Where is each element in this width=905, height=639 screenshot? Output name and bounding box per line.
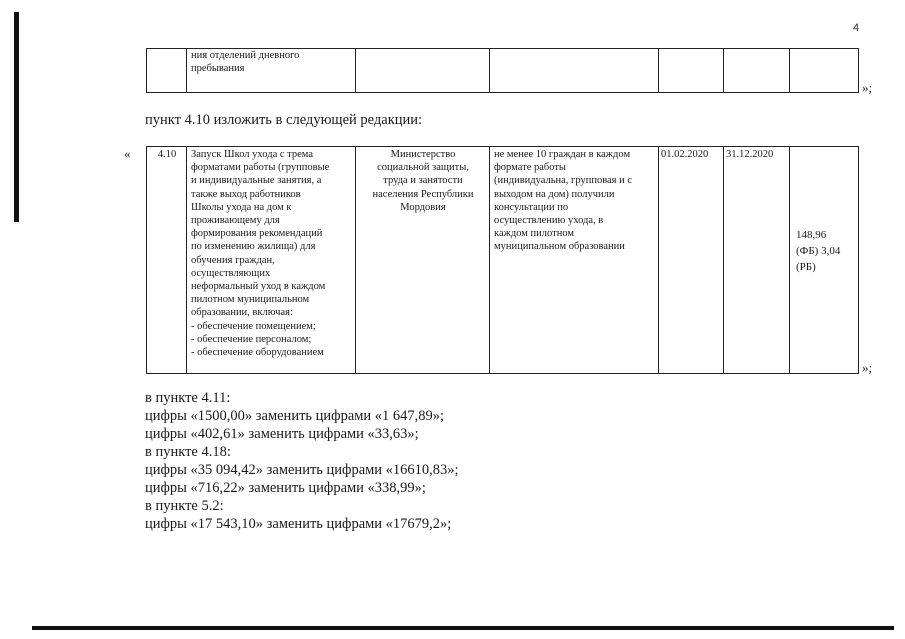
main-table xyxy=(146,146,859,374)
budget-values xyxy=(796,148,855,275)
scan-edge-left xyxy=(14,12,19,222)
cell-budget xyxy=(790,147,859,374)
cell-executor xyxy=(356,147,490,374)
cell-event xyxy=(187,147,356,374)
top-event-line: ния отделений дневного xyxy=(191,50,300,61)
event-line: неформальный уход в каждом xyxy=(191,281,326,293)
result-line: осуществлению ухода, в xyxy=(494,215,604,227)
amendment-line: цифры «402,61» заменить цифрами «33,63»; xyxy=(145,426,419,442)
cell-result xyxy=(490,147,659,374)
event-line: формирования рекомендаций xyxy=(191,228,323,240)
scan-edge-bottom xyxy=(32,626,894,630)
cell-start-date: 01.02.2020 xyxy=(659,147,724,374)
top-cell-end xyxy=(724,49,790,93)
top-cell-event xyxy=(187,49,356,93)
event-line: обучения граждан, xyxy=(191,254,275,266)
event-line: Запуск Школ ухода с трема xyxy=(191,149,313,160)
top-cell-result xyxy=(490,49,659,93)
amendment-line: цифры «17 543,10» заменить цифрами «17679,2»; xyxy=(145,516,452,532)
top-cell-budget xyxy=(790,49,859,93)
event-line: осуществляющих xyxy=(191,267,271,279)
cell-end-date: 31.12.2020 xyxy=(724,147,790,374)
top-table xyxy=(146,48,859,93)
executor-line: Мордовия xyxy=(400,201,446,213)
amendment-line: в пункте 4.11: xyxy=(145,390,231,406)
event-line: проживающему для xyxy=(191,215,280,227)
cell-number: 4.10 xyxy=(147,147,187,374)
executor-line: населения Республики xyxy=(372,188,474,200)
executor-line: труда и занятости xyxy=(383,175,463,187)
event-line: также выход работников xyxy=(191,188,301,200)
event-line: по изменению жилища) для xyxy=(191,241,316,253)
executor-line: Министерство xyxy=(390,149,456,160)
event-line: - обеспечение оборудованием xyxy=(191,347,324,359)
executor-line: социальной защиты, xyxy=(377,162,469,174)
result-line: муниципальном образовании xyxy=(494,241,625,253)
budget-line: (РБ) xyxy=(796,261,816,273)
budget-line: 148,96 xyxy=(796,229,827,241)
event-line: - обеспечение помещением; xyxy=(191,320,316,332)
amendment-line: цифры «1500,00» заменить цифрами «1 647,89»; xyxy=(145,408,445,424)
budget-line: (ФБ) 3,04 xyxy=(796,245,841,257)
amendment-line: цифры «716,22» заменить цифрами «338,99»; xyxy=(145,480,426,496)
amendment-line: в пункте 4.18: xyxy=(145,444,231,460)
top-cell-executor xyxy=(356,49,490,93)
top-cell-start xyxy=(659,49,724,93)
top-event-line: пребывания xyxy=(191,63,245,75)
result-line: консультации по xyxy=(494,201,569,213)
amendment-line: в пункте 5.2: xyxy=(145,498,224,514)
result-line: каждом пилотном xyxy=(494,228,575,240)
result-line: формате работы xyxy=(494,162,566,174)
event-line: образовании, включая: xyxy=(191,307,293,319)
event-line: Школы ухода на дом к xyxy=(191,201,292,213)
main-closing-quote: »; xyxy=(862,360,873,375)
main-opening-quote: « xyxy=(124,146,131,161)
event-line: пилотном муниципальном xyxy=(191,294,310,306)
amendment-line: цифры «35 094,42» заменить цифрами «16610,83»; xyxy=(145,462,459,478)
result-line: не менее 10 граждан в каждом xyxy=(494,149,631,160)
event-line: и индивидуальные занятия, а xyxy=(191,175,322,187)
result-line: (индивидуальна, групповая и с xyxy=(494,175,633,187)
result-line: выходом на дом) получили xyxy=(494,188,615,200)
top-closing-quote: »; xyxy=(862,80,873,95)
top-cell-number xyxy=(147,49,187,93)
instruction-text: пункт 4.10 изложить в следующей редакции: xyxy=(145,112,423,128)
page-number: 4 xyxy=(853,22,860,34)
event-line: - обеспечение персоналом; xyxy=(191,333,312,345)
event-line: форматами работы (групповые xyxy=(191,162,330,174)
